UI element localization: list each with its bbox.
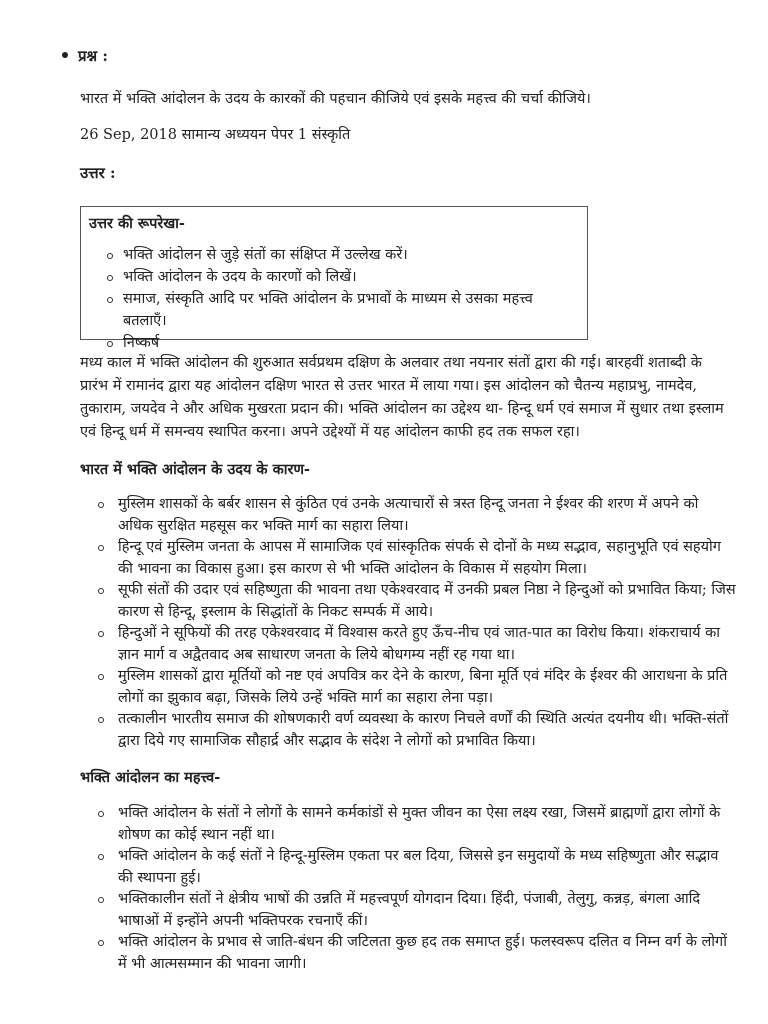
list-item-text: हिन्दू एवं मुस्लिम जनता के आपस में सामाजिक एवं सांस्कृतिक संपर्क से दोनों के मध्य सद्भाव, सहानुभूति एवं सहयोग की भावना का विकास हुआ। इस कारण से भी भक्ति आंदोलन के विकास में सहयोग मिला। [118,539,721,577]
question-text: भारत में भक्ति आंदोलन के उदय के कारकों की पहचान कीजिये एवं इसके महत्त्व की चर्चा कीजिये। [80,91,591,107]
reasons-list [96,494,736,752]
list-item-text: भक्तिकालीन संतों ने क्षेत्रीय भाषों की उन्नति में महत्त्वपूर्ण योगदान दिया। हिंदी, पंजाबी, तेलुगु, कन्नड़, बंगला आदि भाषाओं में इन्होंने अपनी भक्तिपरक रचनाएँ कीं। [118,891,701,929]
answer-outline-box [80,206,588,351]
circle-bullet-icon [107,275,113,281]
list-item [96,623,736,666]
list-item [89,244,579,266]
outline-title: उत्तर की रूपरेखा- [89,215,185,232]
reasons-heading: भारत में भक्ति आंदोलन के उदय के कारण- [80,461,310,478]
reasons-section [96,494,736,752]
list-item-text: भक्ति आंदोलन के उदय के कारणों को लिखें। [123,269,357,285]
list-item-text: तत्कालीन भारतीय समाज की शोषणकारी वर्ण व्यवस्था के कारण निचले वर्णों की स्थिति अत्यंत दयनीय थी। भक्ति-संतों द्वारा दिये गए सामाजिक सौहार्द्र और सद्भाव के संदेश ने लोगों को प्रभावित किया। [118,711,729,749]
list-item-text: भक्ति आंदोलन से जुड़े संतों का संक्षिप्त में उल्लेख करें। [123,247,408,263]
list-item-text: मुस्लिम शासकों द्वारा मूर्तियों को नष्ट एवं अपवित्र कर देने के कारण, बिना मूर्ति एवं मंदिर के ईश्वर की आराधना के प्रति लोगों का झुकाव बढ़ा, जिसके लिये उन्हें भक्ति मार्ग का सहारा लेना पड़ा। [118,668,728,706]
importance-section [96,803,736,975]
date-line: 26 Sep, 2018 सामान्य अध्ययन पेपर 1 संस्कृति [80,127,351,143]
circle-bullet-icon [98,811,104,817]
list-item-text: भक्ति आंदोलन के कई संतों ने हिन्दू-मुस्लिम एकता पर बल दिया, जिससे इन समुदायों के मध्य सहिष्णुता और सद्भाव की स्थापना हुई। [118,848,719,886]
list-item [96,580,736,623]
outline-list [89,244,579,354]
list-item-text: मुस्लिम शासकों के बर्बर शासन से कुंठित एवं उनके अत्याचारों से त्रस्त हिन्दू जनता ने ईश्वर की शरण में अपने को अधिक सुरक्षित महसूस कर भक्ति मार्ग का सहारा लिया। [118,496,699,534]
question-label-row [62,46,108,66]
bullet-icon [62,52,68,58]
list-item-text: समाज, संस्कृति आदि पर भक्ति आंदोलन के प्रभावों के माध्यम से उसका महत्त्व बतलाएँ। [123,291,533,329]
circle-bullet-icon [98,897,104,903]
circle-bullet-icon [107,341,113,347]
circle-bullet-icon [98,631,104,637]
list-item [89,332,579,354]
list-item [96,932,736,975]
list-item-text: सूफी संतों की उदार एवं सहिष्णुता की भावना तथा एकेश्वरवाद में उनकी प्रबल निष्ठा ने हिन्दुओं को प्रभावित किया; जिस कारण से हिन्दू, इस्लाम के सिद्धांतों के निकट सम्पर्क में आये। [118,582,736,620]
circle-bullet-icon [98,854,104,860]
list-item [89,288,579,332]
circle-bullet-icon [98,940,104,946]
list-item [96,537,736,580]
circle-bullet-icon [98,545,104,551]
circle-bullet-icon [107,253,113,259]
list-item-text: भक्ति आंदोलन के प्रभाव से जाति-बंधन की जटिलता कुछ हद तक समाप्त हुई। फलस्वरूप दलित व निम्न वर्ग के लोगों में भी आत्मसम्मान की भावना जागी। [118,934,727,972]
list-item [96,846,736,889]
importance-heading: भक्ति आंदोलन का महत्त्व- [80,769,221,786]
circle-bullet-icon [98,717,104,723]
intro-paragraph: मध्य काल में भक्ति आंदोलन की शुरुआत सर्वप्रथम दक्षिण के अलवार तथा नयनार संतों द्वारा की गई। बारहवीं शताब्दी के प्रारंभ में रामानंद द्वारा यह आंदोलन दक्षिण भारत से उत्तर भारत में लाया गया। इस आंदोलन को चैतन्य महाप्रभु, नामदेव, तुकाराम, जयदेव ने और अधिक मुखरता प्रदान की। भक्ति आंदोलन का उद्देश्य था- हिन्दू धर्म एवं समाज में सुधार तथा इस्लाम एवं हिन्दू धर्म में समन्वय स्थापित करना। अपने उद्देश्यों में यह आंदोलन काफी हद तक सफल रहा। [80,355,724,440]
circle-bullet-icon [98,588,104,594]
list-item-text: निष्कर्ष [123,335,160,351]
list-item [96,889,736,932]
list-item [89,266,579,288]
circle-bullet-icon [98,674,104,680]
list-item [96,666,736,709]
list-item [96,709,736,752]
list-item [96,494,736,537]
list-item [96,803,736,846]
list-item-text: हिन्दुओं ने सूफियों की तरह एकेश्वरवाद में विश्वास करते हुए ऊँच-नीच एवं जात-पात का विरोध किया। शंकराचार्य का ज्ञान मार्ग व अद्वैतवाद अब साधारण जनता के लिये बोधगम्य नहीं रह गया था। [118,625,721,663]
circle-bullet-icon [98,502,104,508]
question-label: प्रश्न : [78,47,108,65]
list-item-text: भक्ति आंदोलन के संतों ने लोगों के सामने कर्मकांडों से मुक्त जीवन का ऐसा लक्ष्य रखा, जिसमें ब्राह्मणों द्वारा लोगों के शोषण का कोई स्थान नहीं था। [118,805,721,843]
answer-heading: उत्तर : [80,164,116,182]
importance-list [96,803,736,975]
circle-bullet-icon [107,297,113,303]
